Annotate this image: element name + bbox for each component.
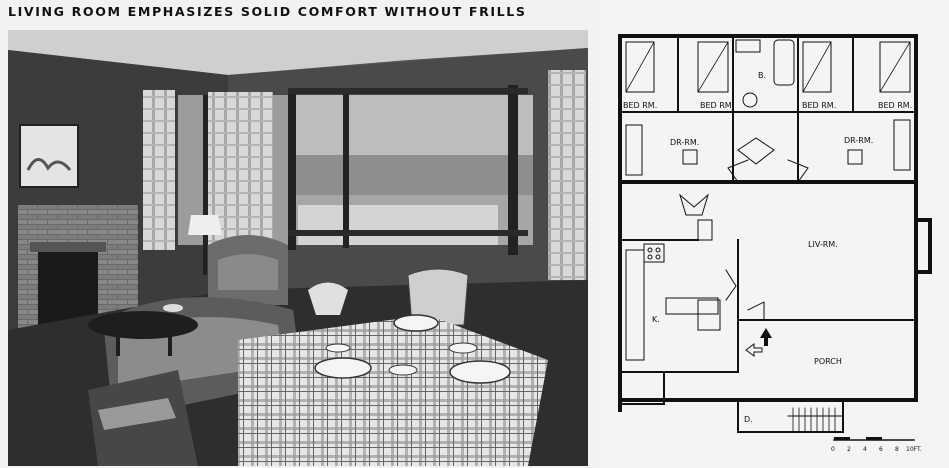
scale-tick-4: 4	[863, 446, 867, 453]
room-label-porch: PORCH	[814, 357, 842, 366]
room-label-door: D.	[744, 415, 753, 424]
room-label-dr-rm-1: DR-RM.	[670, 138, 700, 147]
scale-tick-2: 2	[847, 446, 851, 453]
room-label-bath: B.	[758, 71, 767, 80]
scale-tick-10ft: 10FT.	[906, 446, 922, 453]
floor-plan-drawing	[598, 0, 949, 468]
entry-arrow-outline-icon	[746, 344, 762, 356]
scale-tick-6: 6	[879, 446, 883, 453]
room-label-bed-rm-4: BED RM.	[878, 101, 913, 110]
photo-caption: LIVING ROOM EMPHASIZES SOLID COMFORT WITHOUT FRILLS	[8, 4, 527, 19]
scale-tick-0: 0	[831, 446, 835, 453]
room-label-dr-rm-2: DR-RM.	[844, 136, 874, 145]
living-room-photo	[8, 30, 588, 466]
room-label-liv-rm: LIV-RM.	[808, 240, 838, 249]
room-label-kitchen: K.	[652, 315, 660, 324]
room-label-bed-rm-3: BED RM.	[802, 101, 837, 110]
room-label-bed-rm-1: BED RM.	[623, 101, 658, 110]
scale-tick-8: 8	[895, 446, 899, 453]
entry-arrow-icon	[760, 328, 772, 346]
photo-illustration	[8, 30, 588, 466]
floor-plan	[598, 0, 949, 468]
room-label-bed-rm-2: BED RM.	[700, 101, 735, 110]
